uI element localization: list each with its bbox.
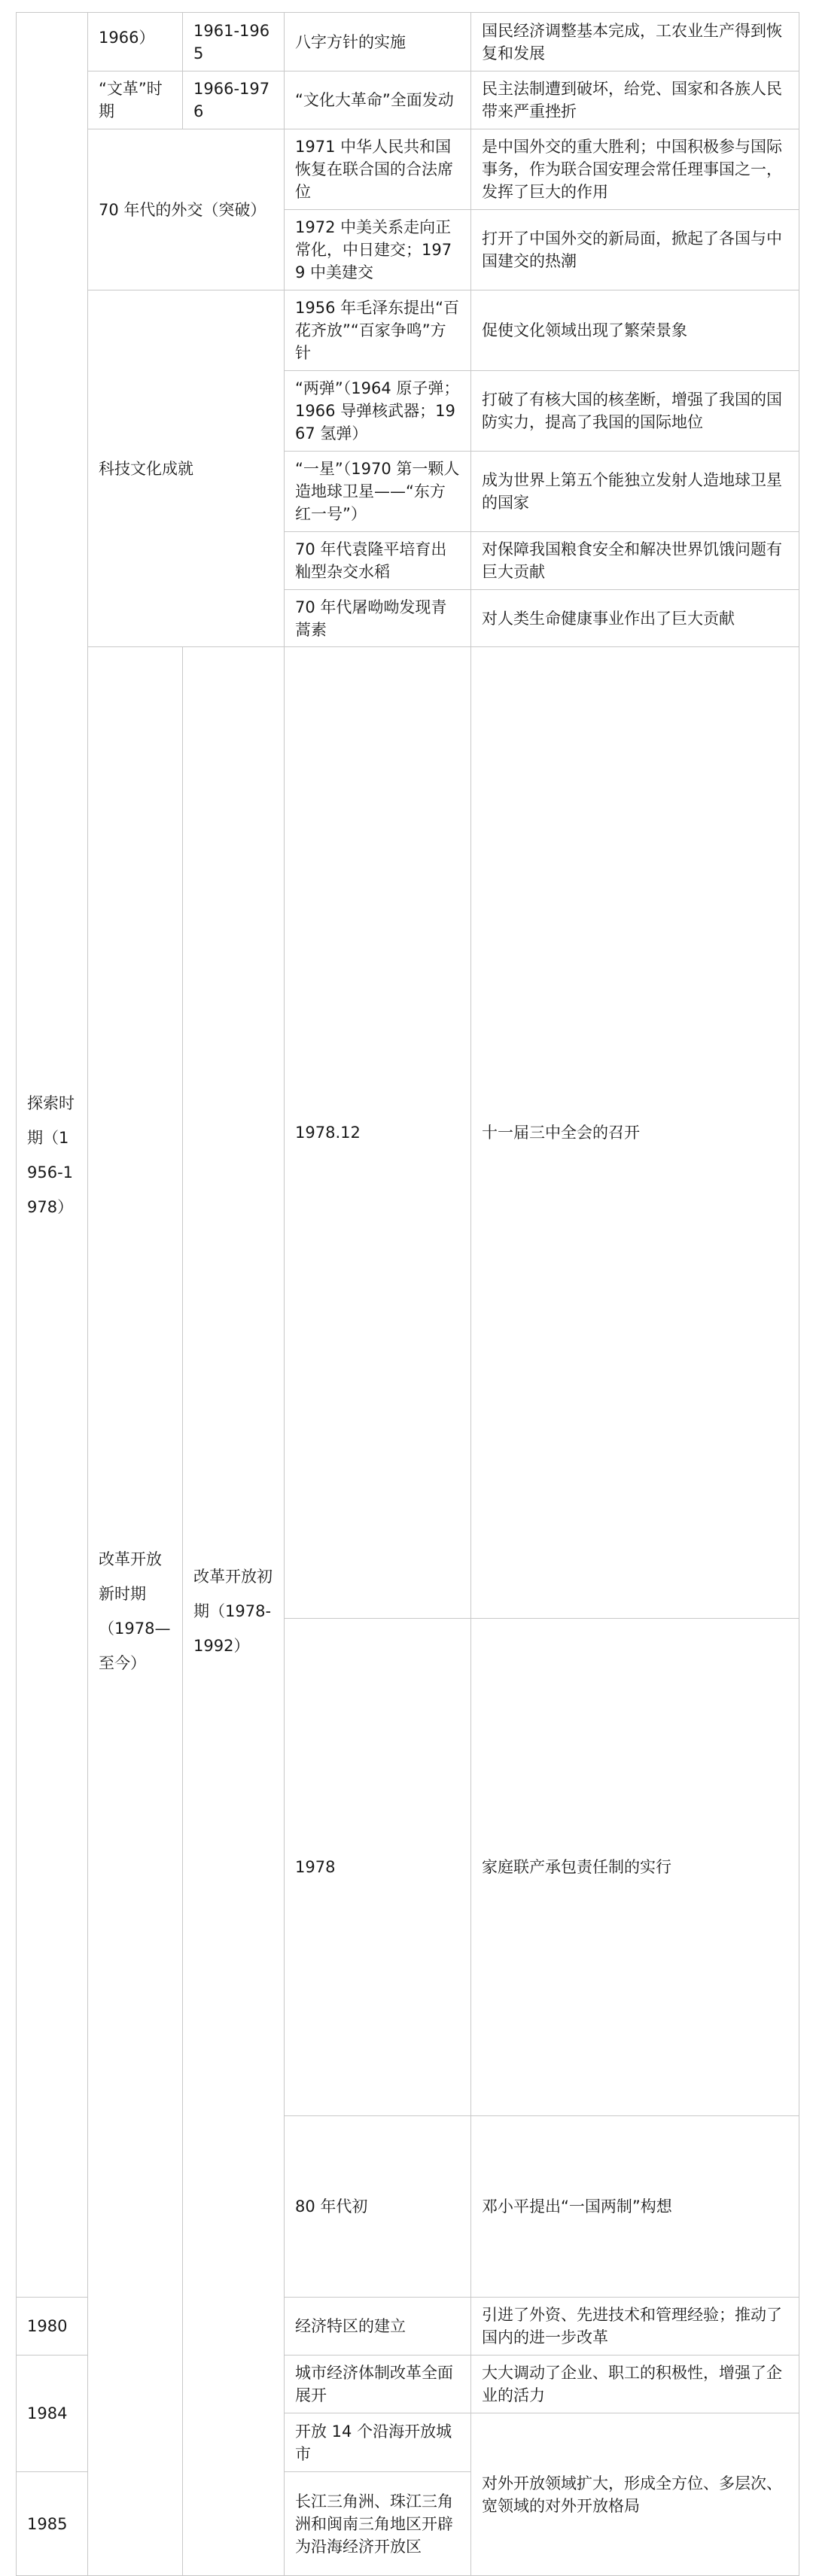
significance-cell: 成为世界上第五个能独立发射人造地球卫星的国家 (471, 452, 799, 532)
event-cell: 1971 中华人民共和国恢复在联合国的合法席位 (285, 129, 471, 210)
event-cell: “文化大革命”全面发动 (285, 71, 471, 129)
history-table (16, 12, 799, 2576)
event-cell: 经济特区的建立 (285, 2298, 471, 2356)
event-cell: 70 年代袁隆平培育出籼型杂交水稻 (285, 532, 471, 590)
table-row (17, 71, 799, 129)
event-cell: “两弹”（1964 原子弹；1966 导弹核武器；1967 氢弹） (285, 371, 471, 452)
event-cell: 邓小平提出“一国两制”构想 (471, 2116, 799, 2298)
event-cell: 1972 中美关系走向正常化，中日建交；1979 中美建交 (285, 210, 471, 290)
event-cell: 1956 年毛泽东提出“百花齐放”“百家争鸣”方针 (285, 290, 471, 371)
table-row (17, 129, 799, 210)
date-cell: 1961-1965 (183, 13, 285, 71)
era-label: 探索时期（1956-1978） (27, 1093, 75, 1216)
event-cell: 十一届三中全会的召开 (471, 647, 799, 1619)
date-cell: 1984 (17, 2356, 88, 2472)
era-label: 改革开放新时期（1978—至今） (99, 1550, 171, 1672)
event-cell: 70 年代屠呦呦发现青蒿素 (285, 590, 471, 647)
era-reform-cell (88, 647, 183, 2576)
significance-cell: 打破了有核大国的核垄断，增强了我国的国防实力，提高了我国的国际地位 (471, 371, 799, 452)
significance-cell: 对保障我国粮食安全和解决世界饥饿问题有巨大贡献 (471, 532, 799, 590)
table-row (17, 13, 799, 71)
date-cell: 1966-1976 (183, 71, 285, 129)
significance-cell: 对人类生命健康事业作出了巨大贡献 (471, 590, 799, 647)
significance-cell: 促使文化领域出现了繁荣景象 (471, 290, 799, 371)
date-cell: 1978 (285, 1619, 471, 2116)
period-cell: 70 年代的外交（突破） (88, 129, 285, 290)
event-cell: “一星”（1970 第一颗人造地球卫星——“东方红一号”） (285, 452, 471, 532)
event-cell: 八字方针的实施 (285, 13, 471, 71)
event-cell: 长江三角洲、珠江三角洲和闽南三角地区开辟为沿海经济开放区 (285, 2472, 471, 2576)
event-cell: 家庭联产承包责任制的实行 (471, 1619, 799, 2116)
date-cell: 1985 (17, 2472, 88, 2576)
period-cell: “文革”时期 (88, 71, 183, 129)
period-cell: 科技文化成就 (88, 290, 285, 647)
date-cell: 1978.12 (285, 647, 471, 1619)
event-cell: 城市经济体制改革全面展开 (285, 2356, 471, 2413)
era-exploration-cell (17, 13, 88, 2298)
date-cell: 1980 (17, 2298, 88, 2356)
significance-cell: 对外开放领域扩大，形成全方位、多层次、宽领域的对外开放格局 (471, 2413, 799, 2576)
significance-cell: 国民经济调整基本完成，工农业生产得到恢复和发展 (471, 13, 799, 71)
significance-cell: 大大调动了企业、职工的积极性，增强了企业的活力 (471, 2356, 799, 2413)
event-cell: 开放 14 个沿海开放城市 (285, 2413, 471, 2472)
period-cell: 改革开放初期（1978-1992） (183, 647, 285, 2576)
period-cell: 1966） (88, 13, 183, 71)
significance-cell: 打开了中国外交的新局面，掀起了各国与中国建交的热潮 (471, 210, 799, 290)
significance-cell: 引进了外资、先进技术和管理经验；推动了国内的进一步改革 (471, 2298, 799, 2356)
table-row (17, 647, 799, 1619)
date-cell: 80 年代初 (285, 2116, 471, 2298)
table-row (17, 290, 799, 371)
significance-cell: 是中国外交的重大胜利；中国积极参与国际事务，作为联合国安理会常任理事国之一，发挥了巨大的作用 (471, 129, 799, 210)
significance-cell: 民主法制遭到破坏，给党、国家和各族人民带来严重挫折 (471, 71, 799, 129)
